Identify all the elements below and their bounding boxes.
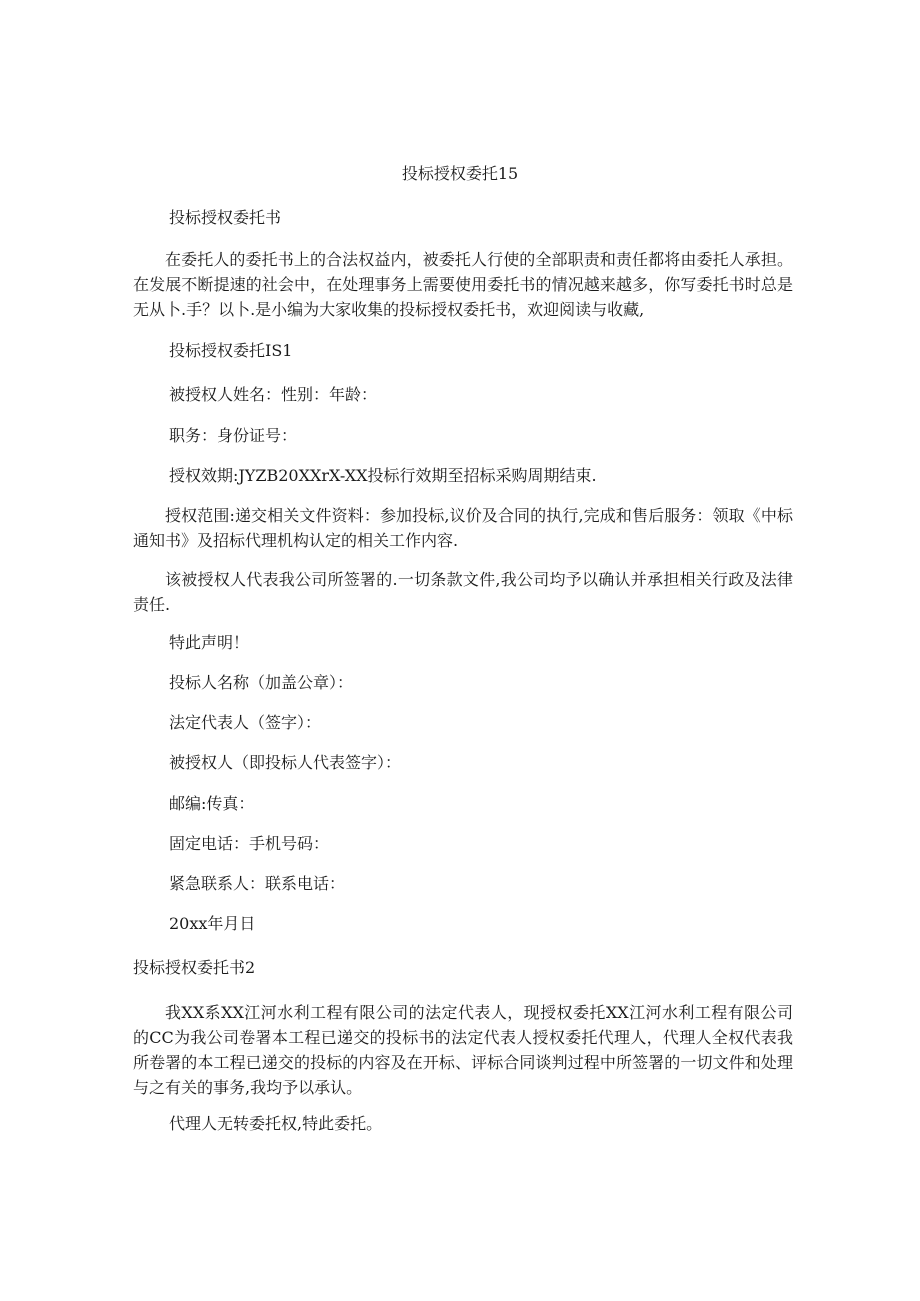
statement-paragraph: 该被授权人代表我公司所签署的.一切条款文件,我公司均予以确认并承担相关行政及法律责任.	[133, 570, 793, 614]
signature-authorized-person: 被授权人（即投标人代表签字）：	[169, 753, 402, 772]
field-position-id: 职务：身份证号：	[169, 426, 298, 445]
document-title: 投标授权委托15	[401, 164, 519, 183]
scope-paragraph: 授权范围:递交相关文件资料：参加投标,议价及合同的执行,完成和售后服务：领取《中标通知书》及招标代理机构认定的相关工作内容.	[133, 506, 793, 550]
section2-closing: 代理人无转委托权,特此委托。	[169, 1114, 383, 1133]
closing-statement: 特此声明！	[169, 633, 250, 652]
field-emergency-contact: 紧急联系人：联系电话：	[169, 874, 346, 893]
field-phone-mobile: 固定电话：手机号码：	[169, 834, 330, 853]
field-postcode-fax: 邮编:传真：	[169, 794, 255, 813]
field-name-gender-age: 被授权人姓名：性别：年龄：	[169, 385, 378, 404]
document-subtitle: 投标授权委托书	[169, 208, 282, 227]
field-validity: 授权效期:JYZB20XXrX-XX投标行效期至招标采购周期结束.	[169, 466, 597, 485]
signature-bidder-name: 投标人名称（加盖公章）：	[169, 673, 354, 692]
document-date: 20xx年月日	[169, 914, 256, 933]
intro-paragraph: 在委托人的委托书上的合法权益内，被委托人行使的全部职责和责任都将由委托人承担。在发展不断提速的社会中，在处理事务上需要使用委托书的情况越来越多，你写委托书时总是无从卜.手？以卜.是小编为大家收集的投标授权委托书，欢迎阅读与收藏,	[133, 250, 793, 319]
section2-body: 我XX系XX江河水利工程有限公司的法定代表人，现授权委托XX江河水利工程有限公司的CC为我公司卷署本工程已递交的投标书的法定代表人授权委托代理人，代理人全权代表我所卷署的本工程已递交的投标的内容及在开标、评标合同谈判过程中所签署的一切文件和处理与之有关的事务,我均予以承认。	[133, 1003, 793, 1097]
section2-heading: 投标授权委托书2	[133, 958, 256, 977]
section1-heading: 投标授权委托IS1	[169, 341, 293, 360]
signature-legal-rep: 法定代表人（签字）：	[169, 713, 322, 732]
